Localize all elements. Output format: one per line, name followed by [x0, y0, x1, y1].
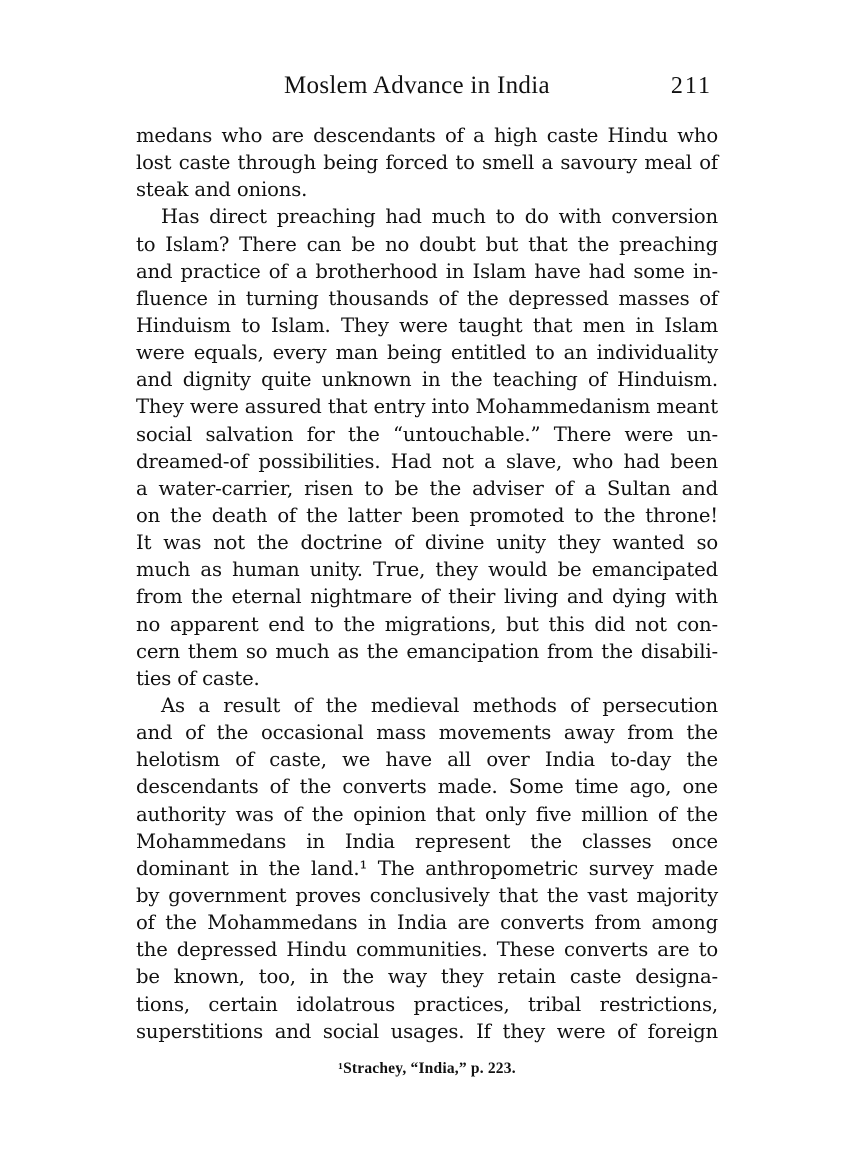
text-line: the depressed Hindu communities. These converts are to: [136, 938, 718, 962]
running-head: [136, 70, 718, 110]
text-line: social salvation for the “untouchable.” There were un-: [136, 422, 718, 446]
text-line: and of the occasional mass movements away from the: [136, 721, 718, 745]
text-line: medans who are descendants of a high caste Hindu who: [136, 124, 718, 147]
text-line: As a result of the medieval methods of persecution: [161, 693, 718, 717]
text-line: be known, too, in the way they retain caste designa-: [136, 965, 718, 989]
book-page: [136, 70, 718, 1090]
text-line: fluence in turning thousands of the depressed masses of: [136, 286, 718, 310]
text-line: descendants of the converts made. Some time ago, one: [136, 775, 718, 799]
text-line: and dignity quite unknown in the teaching of Hinduism.: [136, 368, 718, 392]
text-line: of the Mohammedans in India are converts from among: [136, 911, 718, 935]
text-line: cern them so much as the emancipation from the disabili-: [136, 639, 718, 663]
text-line: Has direct preaching had much to do with conversion: [161, 205, 718, 229]
text-line: Mohammedans in India represent the classes once: [136, 829, 718, 853]
text-line: were equals, every man being entitled to an individuality: [136, 341, 718, 365]
text-line: authority was of the opinion that only five million of the: [136, 802, 718, 826]
text-line: They were assured that entry into Mohammedanism meant: [136, 395, 718, 419]
text-line: dominant in the land.¹ The anthropometric survey made: [136, 856, 718, 880]
text-line: Hinduism to Islam. They were taught that men in Islam: [136, 313, 718, 337]
text-line: a water-carrier, risen to be the adviser of a Sultan and: [136, 476, 718, 500]
text-line: lost caste through being forced to smell a savoury meal of: [136, 151, 718, 175]
text-line: superstitions and social usages. If they were of foreign: [136, 1019, 718, 1043]
text-line: ties of caste.: [136, 666, 260, 690]
text-line: and practice of a brotherhood in Islam have had some in-: [136, 259, 718, 283]
text-line: no apparent end to the migrations, but this did not con-: [136, 612, 718, 636]
text-line: on the death of the latter been promoted to the throne!: [136, 503, 718, 527]
text-line: It was not the doctrine of divine unity they wanted so: [136, 531, 718, 555]
running-title: Moslem Advance in India: [284, 72, 550, 99]
text-line: to Islam? There can be no doubt but that the preaching: [136, 232, 718, 256]
text-line: much as human unity. True, they would be emancipated: [136, 558, 718, 582]
page-number: 211: [670, 73, 712, 99]
body-text: [136, 122, 718, 1045]
text-line: dreamed-of possibilities. Had not a slave, who had been: [136, 449, 718, 473]
text-line: helotism of caste, we have all over India to-day the: [136, 748, 718, 772]
footnote: ¹Strachey, “India,” p. 223.: [338, 1059, 516, 1077]
text-line: steak and onions.: [136, 178, 308, 202]
text-line: by government proves conclusively that the vast majority: [136, 883, 718, 907]
text-line: from the eternal nightmare of their living and dying with: [136, 585, 718, 609]
text-line: tions, certain idolatrous practices, tribal restrictions,: [136, 992, 718, 1016]
